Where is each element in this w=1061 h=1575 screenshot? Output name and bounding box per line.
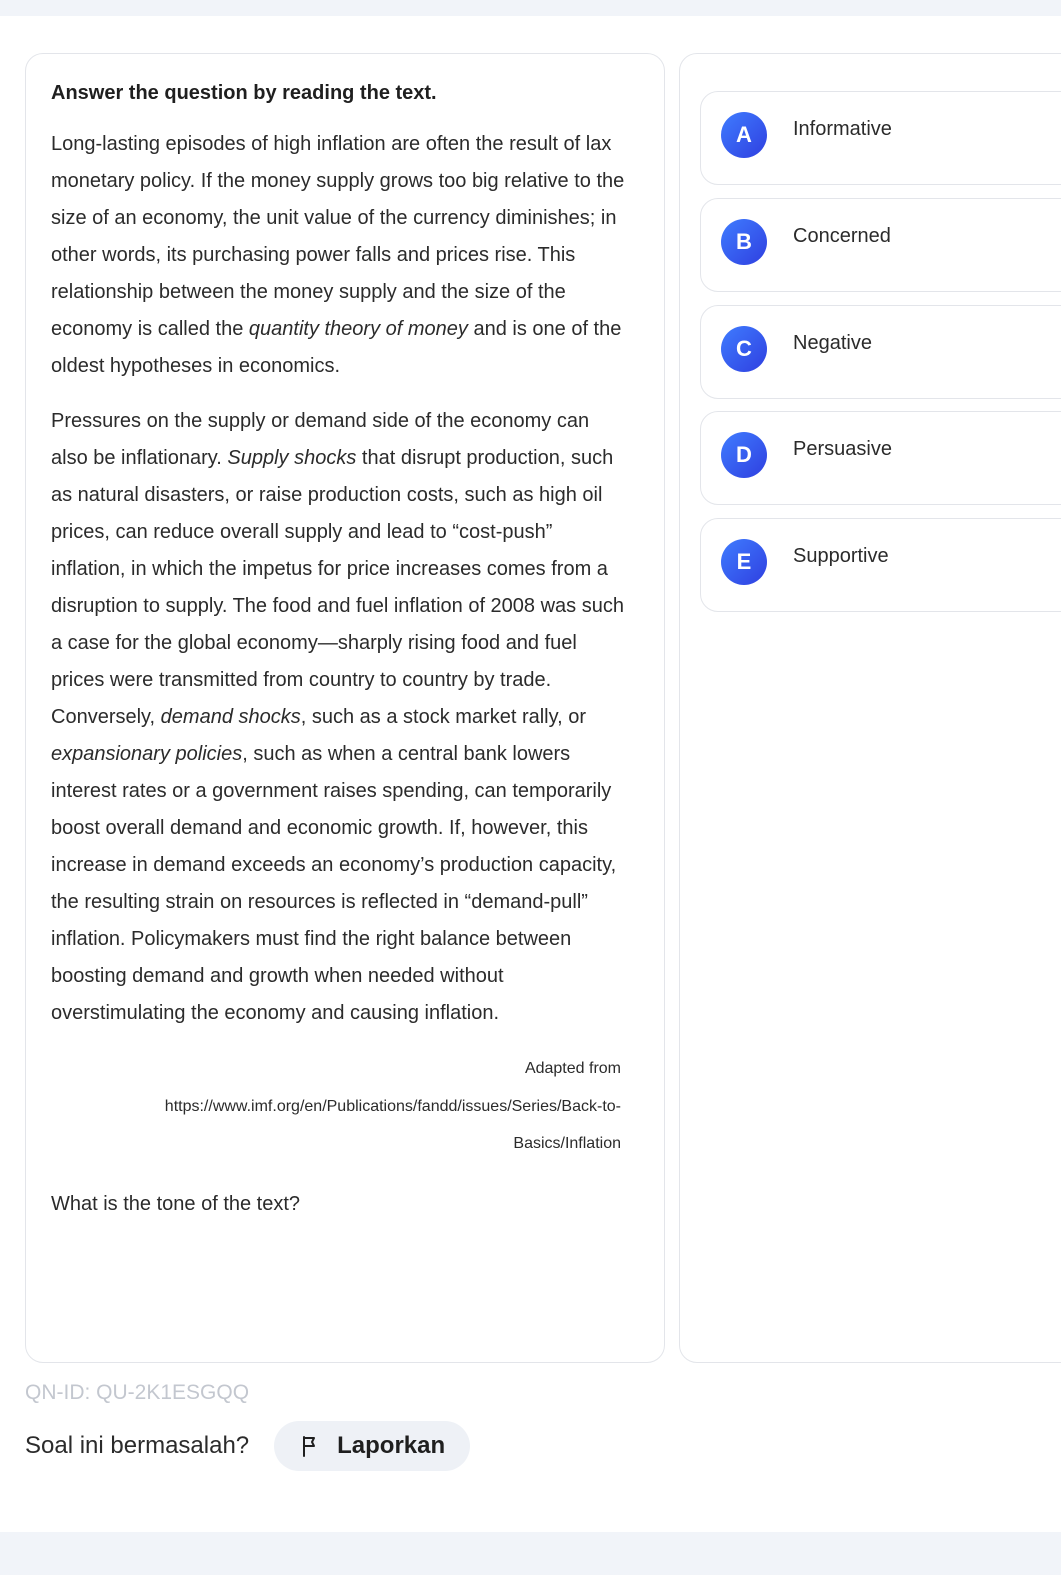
report-button-label: Laporkan [337, 1432, 446, 1459]
term-quantity-theory: quantity theory of money [248, 318, 468, 340]
option-label-e: Supportive [793, 545, 889, 567]
options-card [679, 53, 1061, 1363]
option-e[interactable] [700, 518, 1061, 612]
source-url-line-1: https://www.imf.org/en/Publications/fandd/issues/Series/Back-to- [164, 1097, 621, 1115]
term-demand-shocks: demand shocks [160, 706, 301, 728]
passage-source [51, 1050, 621, 1163]
option-letter-d: D [721, 432, 767, 478]
report-button[interactable] [274, 1421, 470, 1471]
question-id: QN-ID: QU-2K1ESGQQ [25, 1381, 250, 1404]
term-supply-shocks: Supply shocks [227, 447, 357, 469]
option-label-b: Concerned [793, 225, 891, 247]
reading-passage [51, 126, 639, 1032]
term-expansionary-policies: expansionary policies [51, 743, 243, 765]
passage-paragraph-2: Pressures on the supply or demand side of the economy can also be inflationary. Supply shocks that disrupt production, such as natural disasters, or raise production costs, such as high oil prices, can reduce overall supply and lead to “cost-push” inflation, in which the impetus for price increases comes from a disruption to supply. The food and fuel inflation of 2008 was such a case for the global economy—sharply rising food and fuel prices were transmitted from country to country by trade. Conversely, demand shocks, such as a stock market rally, or expansionary policies, such as when a central bank lowers interest rates or a government raises spending, can temporarily boost overall demand and economic growth. If, however, this increase in demand exceeds an economy’s production capacity, the resulting strain on resources is reflected in “demand-pull” inflation. Policymakers must find the right balance between boosting demand and growth when needed without overstimulating the economy and causing inflation. [51, 410, 624, 1024]
passage-paragraph-1: Long-lasting episodes of high inflation are often the result of lax monetary policy. If the money supply grows too big relative to the size of an economy, the unit value of the currency diminishes; in other words, its purchasing power falls and prices rise. This relationship between the money supply and the size of the economy is called the quantity theory of money and is one of the oldest hypotheses in economics. [51, 133, 625, 377]
option-label-a: Informative [793, 118, 892, 140]
question-card [25, 53, 665, 1363]
option-b[interactable] [700, 198, 1061, 292]
option-letter-b: B [721, 219, 767, 265]
report-row [25, 1421, 470, 1471]
option-label-d: Persuasive [793, 438, 892, 460]
option-a[interactable] [700, 91, 1061, 185]
page [0, 16, 1061, 1532]
option-label-c: Negative [793, 332, 872, 354]
flag-icon [299, 1434, 323, 1458]
option-d[interactable] [700, 411, 1061, 505]
report-question-text: Soal ini bermasalah? [25, 1432, 250, 1459]
question-prompt: What is the tone of the text? [51, 1192, 301, 1215]
source-line-1: Adapted from [524, 1060, 621, 1077]
question-instruction: Answer the question by reading the text. [51, 82, 437, 104]
source-url-line-2: Basics/Inflation [513, 1135, 621, 1152]
option-letter-a: A [721, 112, 767, 158]
option-letter-e: E [721, 539, 767, 585]
option-letter-c: C [721, 326, 767, 372]
option-c[interactable] [700, 305, 1061, 399]
